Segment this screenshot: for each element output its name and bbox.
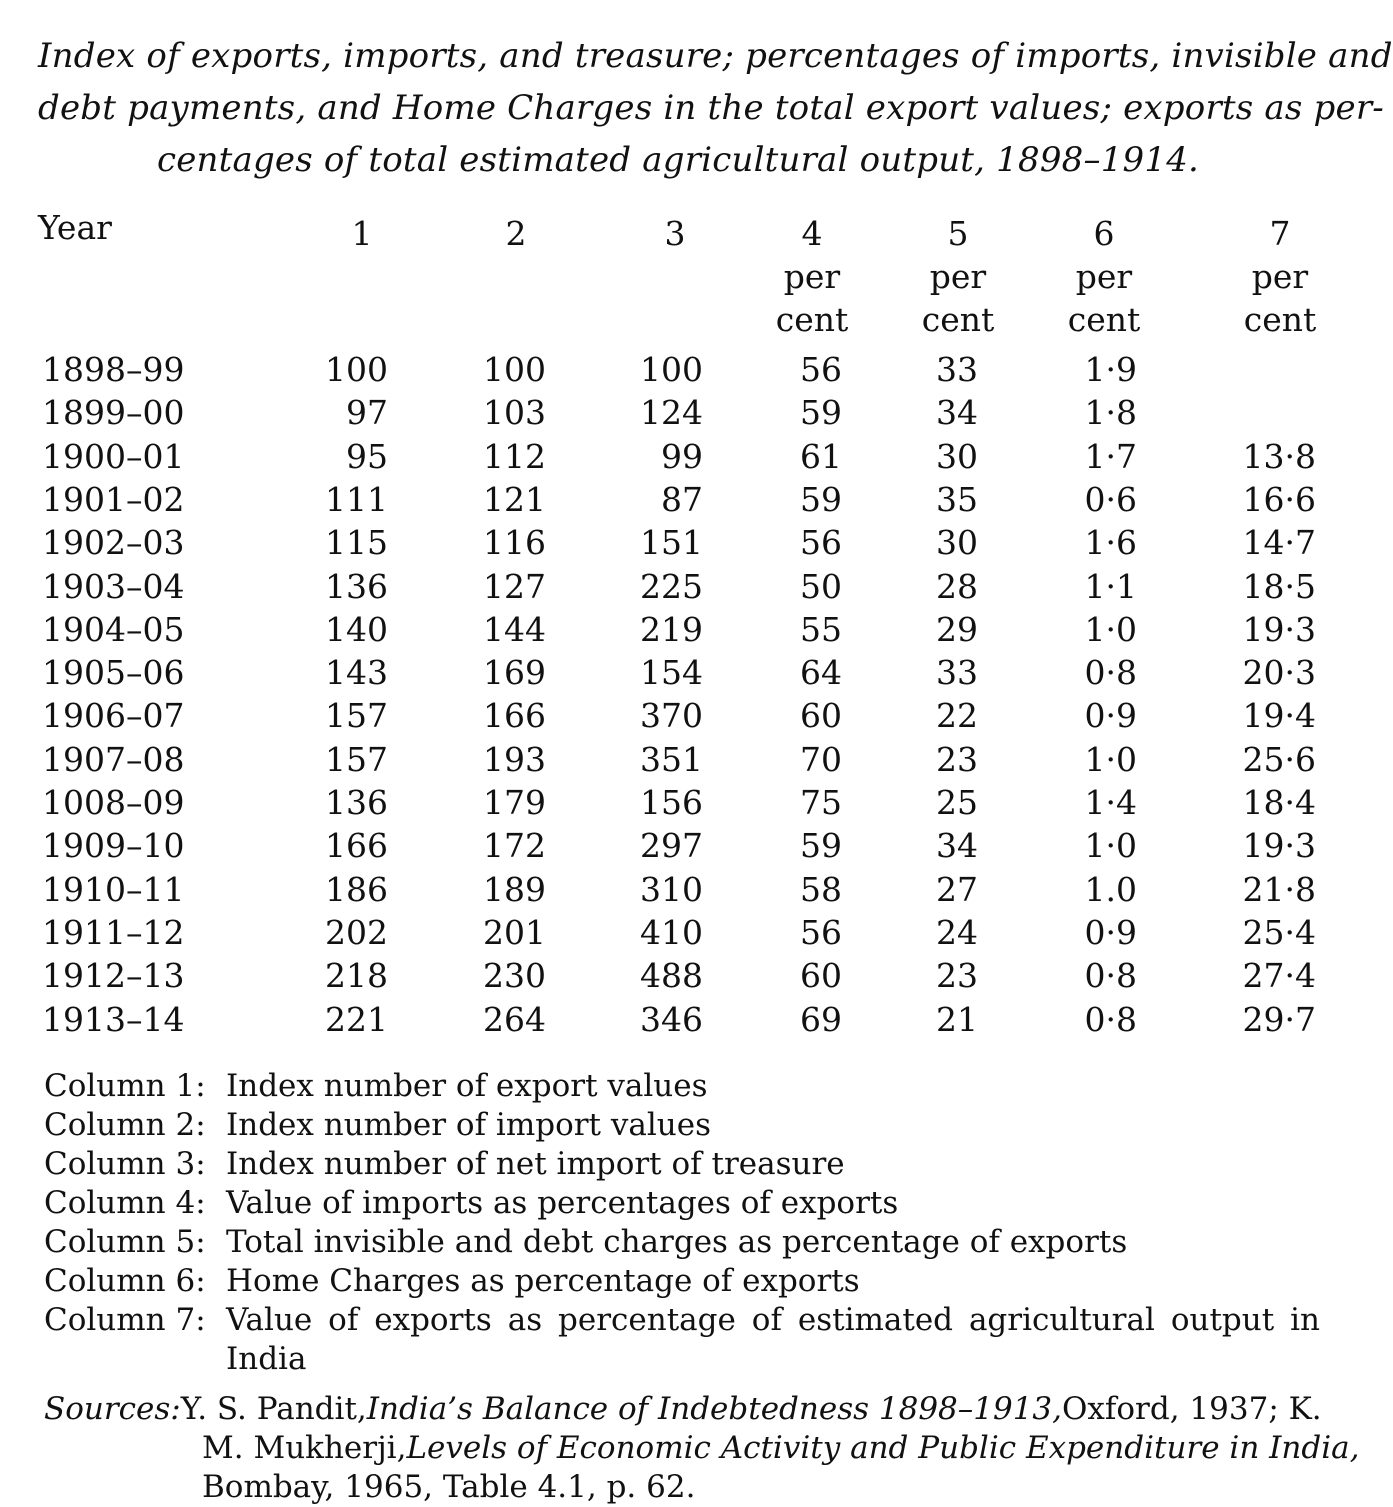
table-cell-col-4: 69 xyxy=(800,999,842,1039)
table-cell-col-3: 488 xyxy=(640,956,703,996)
table-cell-col-1: 186 xyxy=(325,869,388,909)
row-year: 1901–02 xyxy=(42,479,185,519)
table-cell-col-1: 157 xyxy=(325,739,388,779)
note-text: Value of imports as percentages of exports xyxy=(226,1185,899,1221)
note-column-5 xyxy=(44,1223,1320,1262)
header-label: 1 xyxy=(351,214,373,253)
table-cell-col-6: 1·7 xyxy=(1084,436,1137,476)
source-title-1: India’s Balance of Indebtedness 1898–1913, xyxy=(366,1391,1063,1427)
table-cell-col-1: 166 xyxy=(325,826,388,866)
sources-label: Sources: xyxy=(44,1391,181,1427)
row-year: 1905–06 xyxy=(42,653,185,693)
table-cell-col-1: 115 xyxy=(325,523,388,563)
table-cell-col-2: 169 xyxy=(483,653,546,693)
header-column-4 xyxy=(752,212,872,341)
table-cell-col-5: 24 xyxy=(936,912,978,952)
table-cell-col-5: 29 xyxy=(936,609,978,649)
header-column-1 xyxy=(302,212,422,255)
table-cell-col-3: 87 xyxy=(661,479,703,519)
table-cell-col-2: 193 xyxy=(483,739,546,779)
row-year: 1904–05 xyxy=(42,609,185,649)
source-publisher-1: Oxford, 1937; K. xyxy=(1062,1391,1322,1427)
table-cell-col-6: 1·0 xyxy=(1084,609,1137,649)
header-label: Year xyxy=(38,208,112,247)
row-year: 1900–01 xyxy=(42,436,185,476)
table-cell-col-2: 189 xyxy=(483,869,546,909)
table-cell-col-7: 16·6 xyxy=(1242,479,1316,519)
table-cell-col-5: 34 xyxy=(936,826,978,866)
table-cell-col-2: 264 xyxy=(483,999,546,1039)
source-author-2: M. Mukherji, xyxy=(202,1430,407,1466)
table-cell-col-2: 230 xyxy=(483,956,546,996)
table-cell-col-1: 221 xyxy=(325,999,388,1039)
caption-line-3: centages of total estimated agricultural output, 1898–1914. xyxy=(156,140,1200,180)
table-cell-col-1: 140 xyxy=(325,609,388,649)
table-cell-col-6: 1·8 xyxy=(1084,393,1137,433)
table-cell-col-6: 0·8 xyxy=(1084,653,1137,693)
table-cell-col-7: 14·7 xyxy=(1242,523,1316,563)
table-cell-col-4: 59 xyxy=(800,479,842,519)
table-cell-col-4: 70 xyxy=(800,739,842,779)
row-year: 1912–13 xyxy=(42,956,185,996)
table-cell-col-7: 18·5 xyxy=(1242,566,1316,606)
table-cell-col-2: 201 xyxy=(483,912,546,952)
header-label: 3 xyxy=(664,214,686,253)
note-column-4 xyxy=(44,1184,1320,1223)
table-cell-col-3: 370 xyxy=(640,696,703,736)
table-cell-col-6: 0·8 xyxy=(1084,999,1137,1039)
note-text: Index number of export values xyxy=(226,1068,708,1104)
table-cell-col-6: 0·9 xyxy=(1084,912,1137,952)
table-cell-col-5: 27 xyxy=(936,869,978,909)
row-year: 1913–14 xyxy=(42,999,185,1039)
row-year: 1903–04 xyxy=(42,566,185,606)
table-cell-col-5: 35 xyxy=(936,479,978,519)
header-label: 4 xyxy=(801,214,823,253)
table-cell-col-1: 143 xyxy=(325,653,388,693)
sources-line-2 xyxy=(44,1429,1360,1468)
table-cell-col-4: 59 xyxy=(800,393,842,433)
table-cell-col-5: 33 xyxy=(936,350,978,389)
table-cell-col-3: 410 xyxy=(640,912,703,952)
table-cell-col-4: 59 xyxy=(800,826,842,866)
table-cell-col-3: 346 xyxy=(640,999,703,1039)
table-cell-col-2: 112 xyxy=(483,436,546,476)
table-cell-col-7: 25·6 xyxy=(1242,739,1316,779)
table-cell-col-7: 29·7 xyxy=(1242,999,1316,1039)
table-cell-col-4: 61 xyxy=(800,436,842,476)
header-column-6 xyxy=(1044,212,1164,341)
table-cell-col-5: 25 xyxy=(936,783,978,822)
table-cell-col-3: 99 xyxy=(661,436,703,476)
table-cell-col-1: 111 xyxy=(325,479,388,519)
table-cell-col-3: 297 xyxy=(640,826,703,866)
table-cell-col-7: 20·3 xyxy=(1242,653,1316,693)
row-year: 1898–99 xyxy=(42,350,185,389)
source-author-1: Y. S. Pandit, xyxy=(180,1391,367,1427)
table-cell-col-4: 60 xyxy=(800,696,842,736)
table-cell-col-3: 100 xyxy=(640,350,703,389)
note-label: Column 5: xyxy=(44,1224,206,1260)
table-cell-col-1: 202 xyxy=(325,912,388,952)
table-cell-col-5: 21 xyxy=(936,999,978,1039)
sources-footnote xyxy=(44,1390,1360,1505)
table-cell-col-1: 136 xyxy=(325,783,388,822)
table-cell-col-4: 75 xyxy=(800,783,842,822)
table-cell-col-4: 50 xyxy=(800,566,842,606)
header-year xyxy=(38,206,112,249)
header-unit: per xyxy=(1251,257,1309,296)
row-year: 1907–08 xyxy=(42,739,185,779)
note-label: Column 4: xyxy=(44,1185,206,1221)
table-cell-col-2: 116 xyxy=(483,523,546,563)
table-cell-col-3: 154 xyxy=(640,653,703,693)
table-cell-col-7: 18·4 xyxy=(1242,783,1316,822)
header-unit: cent xyxy=(1243,300,1317,339)
table-cell-col-1: 95 xyxy=(346,436,388,476)
table-cell-col-6: 0·8 xyxy=(1084,956,1137,996)
note-text: Index number of import values xyxy=(226,1107,711,1143)
table-cell-col-2: 127 xyxy=(483,566,546,606)
note-label: Column 6: xyxy=(44,1263,206,1299)
table-cell-col-6: 1·0 xyxy=(1084,739,1137,779)
note-label: Column 7: xyxy=(44,1302,206,1338)
table-cell-col-7: 19·4 xyxy=(1242,696,1316,736)
sources-line-3: Bombay, 1965, Table 4.1, p. 62. xyxy=(202,1469,696,1505)
table-cell-col-4: 60 xyxy=(800,956,842,996)
table-cell-col-2: 166 xyxy=(483,696,546,736)
table-cell-col-6: 1·9 xyxy=(1084,350,1137,389)
header-label: 6 xyxy=(1093,214,1115,253)
header-unit: cent xyxy=(1067,300,1141,339)
table-cell-col-1: 157 xyxy=(325,696,388,736)
header-label: 5 xyxy=(947,214,969,253)
table-cell-col-5: 22 xyxy=(936,696,978,736)
caption-line-1: Index of exports, imports, and treasure; percentages of imports, invisible and xyxy=(38,36,1393,76)
table-cell-col-4: 56 xyxy=(800,912,842,952)
note-label: Column 2: xyxy=(44,1107,206,1143)
note-text: Total invisible and debt charges as percentage of exports xyxy=(226,1224,1128,1260)
note-text: Value of exports as percentage of estimated agricultural output in India xyxy=(226,1302,1320,1377)
table-cell-col-3: 151 xyxy=(640,523,703,563)
table-cell-col-7: 27·4 xyxy=(1242,956,1316,996)
table-cell-col-6: 0·6 xyxy=(1084,479,1137,519)
table-cell-col-2: 172 xyxy=(483,826,546,866)
table-cell-col-5: 28 xyxy=(936,566,978,606)
table-cell-col-5: 23 xyxy=(936,956,978,996)
note-column-3 xyxy=(44,1145,1320,1184)
table-cell-col-5: 30 xyxy=(936,523,978,563)
header-column-2 xyxy=(456,212,576,255)
table-cell-col-2: 103 xyxy=(483,393,546,433)
header-unit: cent xyxy=(775,300,849,339)
table-cell-col-2: 144 xyxy=(483,609,546,649)
row-year: 1910–11 xyxy=(42,869,185,909)
table-cell-col-6: 1·0 xyxy=(1084,826,1137,866)
table-cell-col-6: 0·9 xyxy=(1084,696,1137,736)
table-cell-col-5: 23 xyxy=(936,739,978,779)
table-cell-col-4: 55 xyxy=(800,609,842,649)
table-cell-col-3: 351 xyxy=(640,739,703,779)
table-cell-col-4: 56 xyxy=(800,523,842,563)
table-cell-col-3: 225 xyxy=(640,566,703,606)
note-text: Index number of net import of treasure xyxy=(226,1146,845,1182)
header-column-5 xyxy=(898,212,1018,341)
note-label: Column 1: xyxy=(44,1068,206,1104)
table-cell-col-7: 21·8 xyxy=(1242,869,1316,909)
note-label: Column 3: xyxy=(44,1146,206,1182)
table-cell-col-4: 64 xyxy=(800,653,842,693)
note-column-6 xyxy=(44,1262,1320,1301)
table-cell-col-1: 97 xyxy=(346,393,388,433)
table-cell-col-3: 124 xyxy=(640,393,703,433)
table-cell-col-3: 219 xyxy=(640,609,703,649)
row-year: 1008–09 xyxy=(42,783,185,822)
note-text: Home Charges as percentage of exports xyxy=(226,1263,860,1299)
header-column-3 xyxy=(615,212,735,255)
table-cell-col-2: 121 xyxy=(483,479,546,519)
header-unit: cent xyxy=(921,300,995,339)
table-cell-col-6: 1·1 xyxy=(1084,566,1137,606)
table-cell-col-3: 156 xyxy=(640,783,703,822)
header-label: 2 xyxy=(505,214,527,253)
table-cell-col-5: 34 xyxy=(936,393,978,433)
note-column-7 xyxy=(44,1301,1320,1379)
table-cell-col-5: 33 xyxy=(936,653,978,693)
caption-line-2: debt payments, and Home Charges in the total export values; exports as per- xyxy=(38,88,1384,128)
table-cell-col-7: 19·3 xyxy=(1242,609,1316,649)
table-cell-col-2: 100 xyxy=(483,350,546,389)
sources-line-1 xyxy=(44,1390,1320,1429)
row-year: 1906–07 xyxy=(42,696,185,736)
row-year: 1911–12 xyxy=(42,912,185,952)
header-label: 7 xyxy=(1269,214,1291,253)
note-column-1 xyxy=(44,1067,1320,1106)
table-cell-col-1: 136 xyxy=(325,566,388,606)
row-year: 1899–00 xyxy=(42,393,185,433)
table-cell-col-2: 179 xyxy=(483,783,546,822)
table-cell-col-4: 58 xyxy=(800,869,842,909)
header-column-7 xyxy=(1220,212,1340,341)
note-column-2 xyxy=(44,1106,1320,1145)
table-cell-col-7: 19·3 xyxy=(1242,826,1316,866)
table-cell-col-1: 100 xyxy=(325,350,388,389)
header-unit: per xyxy=(783,257,841,296)
table-cell-col-7: 13·8 xyxy=(1242,436,1316,476)
header-unit: per xyxy=(1075,257,1133,296)
table-cell-col-5: 30 xyxy=(936,436,978,476)
source-title-2: Levels of Economic Activity and Public Expenditure in India, xyxy=(406,1430,1360,1466)
table-cell-col-7: 25·4 xyxy=(1242,912,1316,952)
table-cell-col-1: 218 xyxy=(325,956,388,996)
table-cell-col-6: 1·6 xyxy=(1084,523,1137,563)
table-cell-col-6: 1.0 xyxy=(1084,869,1137,909)
row-year: 1902–03 xyxy=(42,523,185,563)
table-cell-col-6: 1·4 xyxy=(1084,783,1137,822)
header-unit: per xyxy=(929,257,987,296)
row-year: 1909–10 xyxy=(42,826,185,866)
table-cell-col-3: 310 xyxy=(640,869,703,909)
table-cell-col-4: 56 xyxy=(800,350,842,389)
column-notes xyxy=(44,1067,1320,1379)
table-caption xyxy=(38,30,1393,186)
